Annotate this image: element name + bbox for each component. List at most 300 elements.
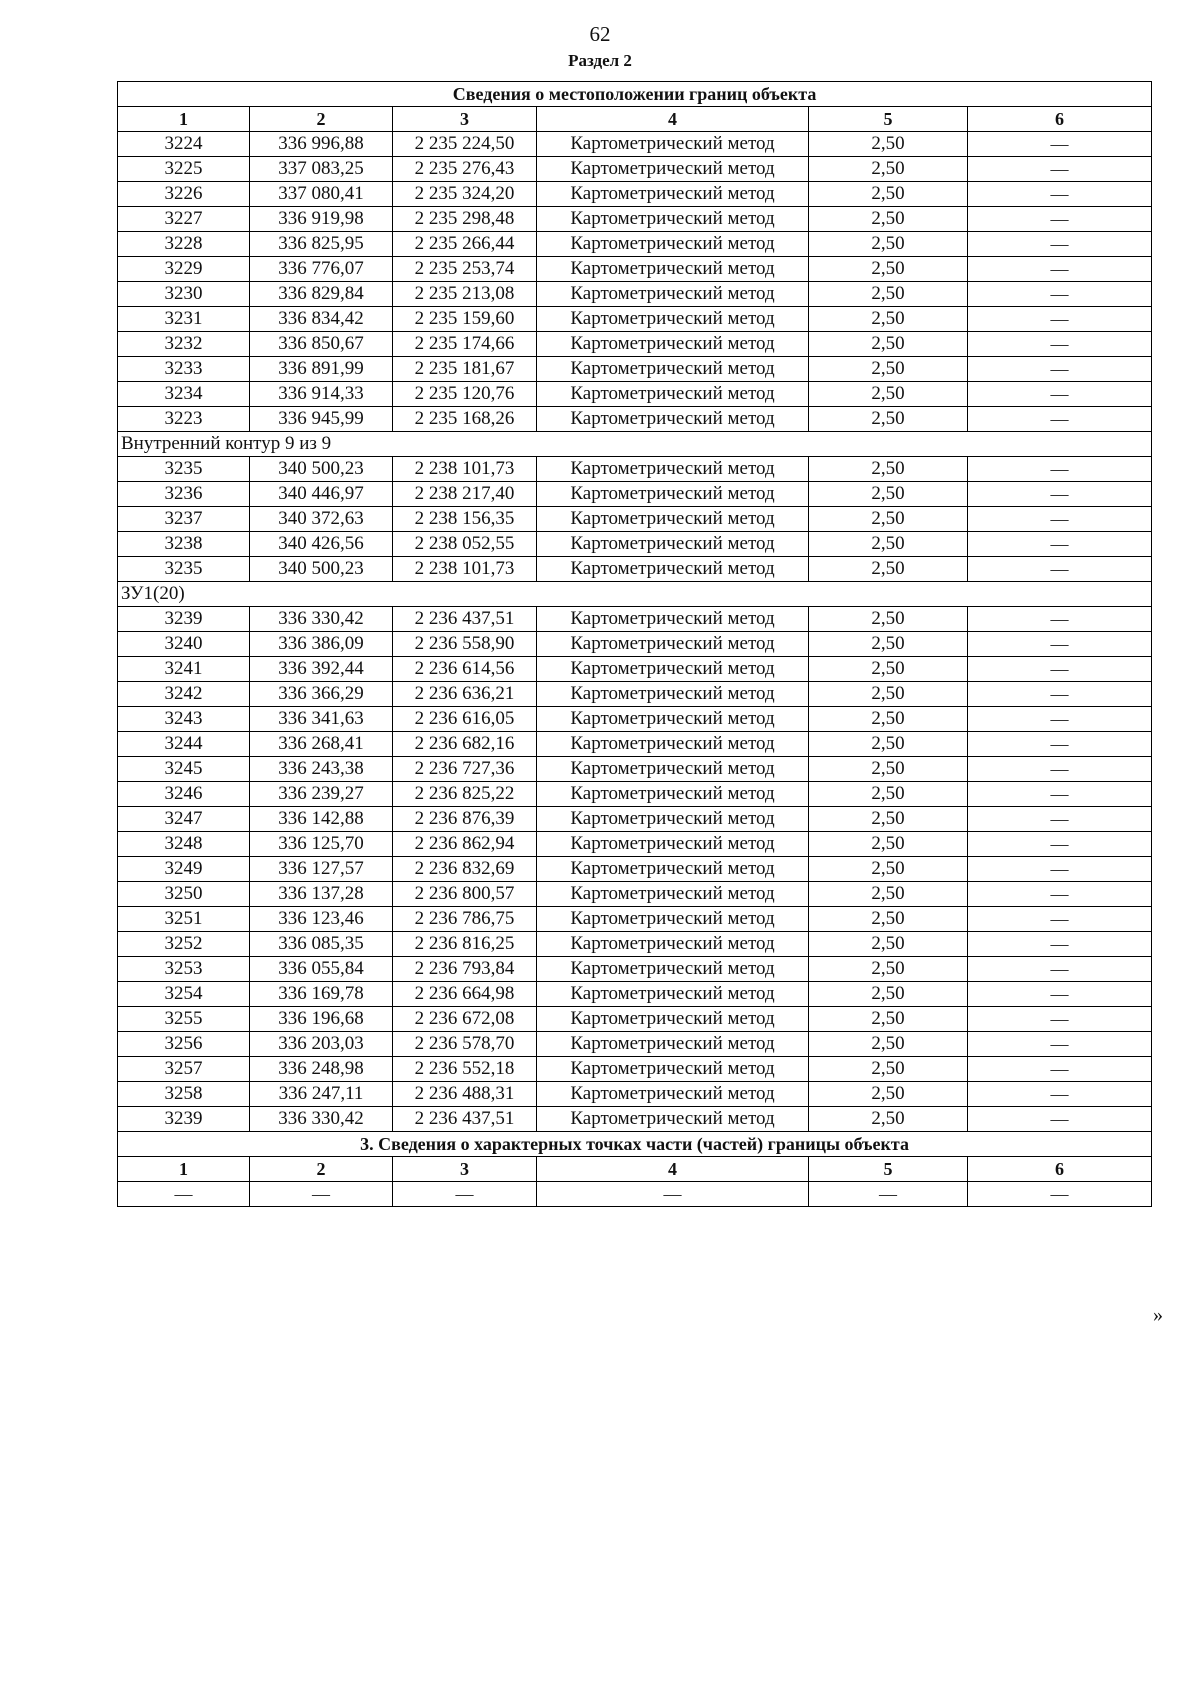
point-number-cell: 3237 (118, 507, 250, 532)
y-coordinate-cell: 2 236 727,36 (393, 757, 537, 782)
part-point-number-cell: — (118, 1182, 250, 1207)
closing-quote: » (1153, 1304, 1163, 1326)
method-cell: Картометрический метод (537, 757, 809, 782)
point-number-cell: 3256 (118, 1032, 250, 1057)
method-cell: Картометрический метод (537, 832, 809, 857)
y-coordinate-cell: 2 236 558,90 (393, 632, 537, 657)
accuracy-cell: 2,50 (809, 707, 968, 732)
x-coordinate-cell: 336 196,68 (250, 1007, 393, 1032)
x-coordinate-cell: 336 914,33 (250, 382, 393, 407)
table-row (118, 407, 1152, 432)
method-cell: Картометрический метод (537, 857, 809, 882)
boundary-table (117, 81, 1152, 1207)
accuracy-cell: 2,50 (809, 782, 968, 807)
y-coordinate-cell: 2 236 816,25 (393, 932, 537, 957)
accuracy-cell: 2,50 (809, 982, 968, 1007)
accuracy-cell: 2,50 (809, 357, 968, 382)
point-number-cell: 3240 (118, 632, 250, 657)
x-coordinate-cell: 336 248,98 (250, 1057, 393, 1082)
table-row (118, 607, 1152, 632)
description-cell: — (968, 357, 1152, 382)
contour-group-label: ЗУ1(20) (118, 582, 1152, 607)
description-cell: — (968, 982, 1152, 1007)
description-cell: — (968, 607, 1152, 632)
x-coordinate-cell: 336 825,95 (250, 232, 393, 257)
accuracy-cell: 2,50 (809, 832, 968, 857)
accuracy-cell: 2,50 (809, 282, 968, 307)
method-cell: Картометрический метод (537, 957, 809, 982)
x-coordinate-cell: 336 137,28 (250, 882, 393, 907)
description-cell: — (968, 1032, 1152, 1057)
x-coordinate-cell: 336 247,11 (250, 1082, 393, 1107)
method-cell: Картометрический метод (537, 232, 809, 257)
x-coordinate-cell: 336 341,63 (250, 707, 393, 732)
method-cell: Картометрический метод (537, 607, 809, 632)
contour-group-row (118, 582, 1152, 607)
accuracy-cell: 2,50 (809, 932, 968, 957)
method-cell: Картометрический метод (537, 357, 809, 382)
description-cell: — (968, 532, 1152, 557)
y-coordinate-cell: 2 235 266,44 (393, 232, 537, 257)
page-number: 62 (589, 22, 611, 46)
y-coordinate-cell: 2 236 664,98 (393, 982, 537, 1007)
y-coordinate-cell: 2 236 614,56 (393, 657, 537, 682)
x-coordinate-cell: 340 426,56 (250, 532, 393, 557)
point-number-cell: 3242 (118, 682, 250, 707)
x-coordinate-cell: 336 891,99 (250, 357, 393, 382)
accuracy-cell: 2,50 (809, 257, 968, 282)
description-cell: — (968, 707, 1152, 732)
column-header-3: 3 (393, 107, 537, 132)
description-cell: — (968, 632, 1152, 657)
table-row (118, 157, 1152, 182)
x-coordinate-cell: 336 085,35 (250, 932, 393, 957)
point-number-cell: 3243 (118, 707, 250, 732)
table-row (118, 782, 1152, 807)
method-cell: Картометрический метод (537, 1082, 809, 1107)
method-cell: Картометрический метод (537, 207, 809, 232)
y-coordinate-cell: 2 235 181,67 (393, 357, 537, 382)
x-coordinate-cell: 336 386,09 (250, 632, 393, 657)
y-coordinate-cell: 2 236 552,18 (393, 1057, 537, 1082)
y-coordinate-cell: 2 236 437,51 (393, 607, 537, 632)
x-coordinate-cell: 340 500,23 (250, 457, 393, 482)
y-coordinate-cell: 2 236 825,22 (393, 782, 537, 807)
accuracy-cell: 2,50 (809, 307, 968, 332)
description-cell: — (968, 1007, 1152, 1032)
description-cell: — (968, 907, 1152, 932)
accuracy-cell: 2,50 (809, 232, 968, 257)
point-number-cell: 3246 (118, 782, 250, 807)
point-number-cell: 3248 (118, 832, 250, 857)
point-number-cell: 3255 (118, 1007, 250, 1032)
point-number-cell: 3239 (118, 1107, 250, 1132)
point-number-cell: 3238 (118, 532, 250, 557)
description-cell: — (968, 857, 1152, 882)
description-cell: — (968, 557, 1152, 582)
point-number-cell: 3227 (118, 207, 250, 232)
x-coordinate-cell: 336 123,46 (250, 907, 393, 932)
table-row (118, 1107, 1152, 1132)
table-row (118, 957, 1152, 982)
column-header-2: 2 (250, 1157, 393, 1182)
table-row (118, 282, 1152, 307)
y-coordinate-cell: 2 235 168,26 (393, 407, 537, 432)
point-number-cell: 3228 (118, 232, 250, 257)
table-row (118, 357, 1152, 382)
description-cell: — (968, 232, 1152, 257)
description-cell: — (968, 282, 1152, 307)
part-section-title: 3. Сведения о характерных точках части (частей) границы объекта (118, 1132, 1152, 1157)
y-coordinate-cell: 2 235 298,48 (393, 207, 537, 232)
x-coordinate-cell: 336 366,29 (250, 682, 393, 707)
accuracy-cell: 2,50 (809, 157, 968, 182)
description-cell: — (968, 932, 1152, 957)
column-header-6: 6 (968, 1157, 1152, 1182)
point-number-cell: 3226 (118, 182, 250, 207)
x-coordinate-cell: 336 834,42 (250, 307, 393, 332)
y-coordinate-cell: 2 236 862,94 (393, 832, 537, 857)
column-header-4: 4 (537, 107, 809, 132)
part-description-cell: — (968, 1182, 1152, 1207)
point-number-cell: 3233 (118, 357, 250, 382)
method-cell: Картометрический метод (537, 732, 809, 757)
y-coordinate-cell: 2 238 217,40 (393, 482, 537, 507)
point-number-cell: 3234 (118, 382, 250, 407)
description-cell: — (968, 1057, 1152, 1082)
table-row (118, 332, 1152, 357)
table-row (118, 132, 1152, 157)
method-cell: Картометрический метод (537, 307, 809, 332)
x-coordinate-cell: 336 203,03 (250, 1032, 393, 1057)
x-coordinate-cell: 336 268,41 (250, 732, 393, 757)
method-cell: Картометрический метод (537, 632, 809, 657)
y-coordinate-cell: 2 236 672,08 (393, 1007, 537, 1032)
table-row (118, 907, 1152, 932)
description-cell: — (968, 882, 1152, 907)
x-coordinate-cell: 337 080,41 (250, 182, 393, 207)
point-number-cell: 3230 (118, 282, 250, 307)
y-coordinate-cell: 2 236 793,84 (393, 957, 537, 982)
table-row (118, 232, 1152, 257)
accuracy-cell: 2,50 (809, 457, 968, 482)
method-cell: Картометрический метод (537, 382, 809, 407)
method-cell: Картометрический метод (537, 932, 809, 957)
method-cell: Картометрический метод (537, 982, 809, 1007)
table-row (118, 807, 1152, 832)
column-header-5: 5 (809, 1157, 968, 1182)
x-coordinate-cell: 336 055,84 (250, 957, 393, 982)
x-coordinate-cell: 336 243,38 (250, 757, 393, 782)
description-cell: — (968, 157, 1152, 182)
method-cell: Картометрический метод (537, 1032, 809, 1057)
point-number-cell: 3235 (118, 457, 250, 482)
y-coordinate-cell: 2 238 156,35 (393, 507, 537, 532)
y-coordinate-cell: 2 235 276,43 (393, 157, 537, 182)
table-title-row (118, 82, 1152, 107)
column-header-4: 4 (537, 1157, 809, 1182)
point-number-cell: 3239 (118, 607, 250, 632)
point-number-cell: 3231 (118, 307, 250, 332)
table-row (118, 657, 1152, 682)
x-coordinate-cell: 336 330,42 (250, 607, 393, 632)
table-row (118, 982, 1152, 1007)
y-coordinate-cell: 2 238 101,73 (393, 557, 537, 582)
contour-group-row (118, 432, 1152, 457)
accuracy-cell: 2,50 (809, 557, 968, 582)
y-coordinate-cell: 2 236 682,16 (393, 732, 537, 757)
method-cell: Картометрический метод (537, 457, 809, 482)
table-row (118, 507, 1152, 532)
point-number-cell: 3244 (118, 732, 250, 757)
part-x-coordinate-cell: — (250, 1182, 393, 1207)
column-header-2: 2 (250, 107, 393, 132)
method-cell: Картометрический метод (537, 1007, 809, 1032)
point-number-cell: 3253 (118, 957, 250, 982)
y-coordinate-cell: 2 236 437,51 (393, 1107, 537, 1132)
y-coordinate-cell: 2 235 253,74 (393, 257, 537, 282)
method-cell: Картометрический метод (537, 907, 809, 932)
description-cell: — (968, 732, 1152, 757)
description-cell: — (968, 257, 1152, 282)
table-row (118, 732, 1152, 757)
method-cell: Картометрический метод (537, 1057, 809, 1082)
method-cell: Картометрический метод (537, 532, 809, 557)
method-cell: Картометрический метод (537, 657, 809, 682)
method-cell: Картометрический метод (537, 707, 809, 732)
accuracy-cell: 2,50 (809, 957, 968, 982)
description-cell: — (968, 782, 1152, 807)
point-number-cell: 3241 (118, 657, 250, 682)
y-coordinate-cell: 2 238 101,73 (393, 457, 537, 482)
column-header-6: 6 (968, 107, 1152, 132)
x-coordinate-cell: 340 446,97 (250, 482, 393, 507)
accuracy-cell: 2,50 (809, 607, 968, 632)
point-number-cell: 3258 (118, 1082, 250, 1107)
description-cell: — (968, 407, 1152, 432)
method-cell: Картометрический метод (537, 557, 809, 582)
y-coordinate-cell: 2 235 120,76 (393, 382, 537, 407)
y-coordinate-cell: 2 235 324,20 (393, 182, 537, 207)
description-cell: — (968, 657, 1152, 682)
accuracy-cell: 2,50 (809, 682, 968, 707)
method-cell: Картометрический метод (537, 332, 809, 357)
accuracy-cell: 2,50 (809, 732, 968, 757)
description-cell: — (968, 957, 1152, 982)
method-cell: Картометрический метод (537, 482, 809, 507)
table-row (118, 207, 1152, 232)
table-row (118, 182, 1152, 207)
point-number-cell: 3225 (118, 157, 250, 182)
accuracy-cell: 2,50 (809, 182, 968, 207)
point-number-cell: 3229 (118, 257, 250, 282)
accuracy-cell: 2,50 (809, 507, 968, 532)
accuracy-cell: 2,50 (809, 907, 968, 932)
table-row (118, 707, 1152, 732)
description-cell: — (968, 832, 1152, 857)
x-coordinate-cell: 337 083,25 (250, 157, 393, 182)
accuracy-cell: 2,50 (809, 1082, 968, 1107)
table-row (118, 382, 1152, 407)
y-coordinate-cell: 2 236 786,75 (393, 907, 537, 932)
y-coordinate-cell: 2 236 876,39 (393, 807, 537, 832)
table-row (118, 932, 1152, 957)
accuracy-cell: 2,50 (809, 1107, 968, 1132)
description-cell: — (968, 207, 1152, 232)
accuracy-cell: 2,50 (809, 757, 968, 782)
column-header-3: 3 (393, 1157, 537, 1182)
description-cell: — (968, 507, 1152, 532)
column-header-1: 1 (118, 1157, 250, 1182)
method-cell: Картометрический метод (537, 807, 809, 832)
x-coordinate-cell: 336 127,57 (250, 857, 393, 882)
table-row (118, 532, 1152, 557)
accuracy-cell: 2,50 (809, 132, 968, 157)
column-header-1: 1 (118, 107, 250, 132)
method-cell: Картометрический метод (537, 507, 809, 532)
x-coordinate-cell: 336 169,78 (250, 982, 393, 1007)
description-cell: — (968, 332, 1152, 357)
table-row (118, 307, 1152, 332)
y-coordinate-cell: 2 236 578,70 (393, 1032, 537, 1057)
method-cell: Картометрический метод (537, 682, 809, 707)
part-table-row (118, 1182, 1152, 1207)
description-cell: — (968, 1082, 1152, 1107)
table-row (118, 832, 1152, 857)
table-row (118, 632, 1152, 657)
y-coordinate-cell: 2 236 616,05 (393, 707, 537, 732)
point-number-cell: 3252 (118, 932, 250, 957)
accuracy-cell: 2,50 (809, 1007, 968, 1032)
table-row (118, 882, 1152, 907)
accuracy-cell: 2,50 (809, 332, 968, 357)
method-cell: Картометрический метод (537, 282, 809, 307)
part-section-title-row (118, 1132, 1152, 1157)
point-number-cell: 3249 (118, 857, 250, 882)
x-coordinate-cell: 336 829,84 (250, 282, 393, 307)
point-number-cell: 3223 (118, 407, 250, 432)
y-coordinate-cell: 2 235 159,60 (393, 307, 537, 332)
method-cell: Картометрический метод (537, 157, 809, 182)
method-cell: Картометрический метод (537, 407, 809, 432)
accuracy-cell: 2,50 (809, 857, 968, 882)
accuracy-cell: 2,50 (809, 482, 968, 507)
table-row (118, 757, 1152, 782)
y-coordinate-cell: 2 238 052,55 (393, 532, 537, 557)
column-header-5: 5 (809, 107, 968, 132)
accuracy-cell: 2,50 (809, 407, 968, 432)
table-row (118, 857, 1152, 882)
accuracy-cell: 2,50 (809, 807, 968, 832)
accuracy-cell: 2,50 (809, 657, 968, 682)
x-coordinate-cell: 336 142,88 (250, 807, 393, 832)
point-number-cell: 3254 (118, 982, 250, 1007)
method-cell: Картометрический метод (537, 1107, 809, 1132)
contour-group-label: Внутренний контур 9 из 9 (118, 432, 1152, 457)
method-cell: Картометрический метод (537, 182, 809, 207)
accuracy-cell: 2,50 (809, 882, 968, 907)
x-coordinate-cell: 336 125,70 (250, 832, 393, 857)
accuracy-cell: 2,50 (809, 1057, 968, 1082)
y-coordinate-cell: 2 235 213,08 (393, 282, 537, 307)
description-cell: — (968, 382, 1152, 407)
accuracy-cell: 2,50 (809, 207, 968, 232)
table-row (118, 1082, 1152, 1107)
accuracy-cell: 2,50 (809, 632, 968, 657)
x-coordinate-cell: 340 372,63 (250, 507, 393, 532)
part-y-coordinate-cell: — (393, 1182, 537, 1207)
point-number-cell: 3257 (118, 1057, 250, 1082)
x-coordinate-cell: 336 330,42 (250, 1107, 393, 1132)
point-number-cell: 3250 (118, 882, 250, 907)
method-cell: Картометрический метод (537, 782, 809, 807)
point-number-cell: 3236 (118, 482, 250, 507)
description-cell: — (968, 307, 1152, 332)
table-row (118, 1057, 1152, 1082)
point-number-cell: 3247 (118, 807, 250, 832)
y-coordinate-cell: 2 236 636,21 (393, 682, 537, 707)
table-title: Сведения о местоположении границ объекта (118, 82, 1152, 107)
description-cell: — (968, 682, 1152, 707)
description-cell: — (968, 757, 1152, 782)
point-number-cell: 3235 (118, 557, 250, 582)
boundary-table-body (118, 82, 1152, 1207)
x-coordinate-cell: 336 945,99 (250, 407, 393, 432)
accuracy-cell: 2,50 (809, 382, 968, 407)
method-cell: Картометрический метод (537, 132, 809, 157)
x-coordinate-cell: 336 850,67 (250, 332, 393, 357)
table-row (118, 482, 1152, 507)
y-coordinate-cell: 2 236 488,31 (393, 1082, 537, 1107)
accuracy-cell: 2,50 (809, 532, 968, 557)
table-row (118, 1032, 1152, 1057)
x-coordinate-cell: 340 500,23 (250, 557, 393, 582)
point-number-cell: 3251 (118, 907, 250, 932)
y-coordinate-cell: 2 236 800,57 (393, 882, 537, 907)
accuracy-cell: 2,50 (809, 1032, 968, 1057)
point-number-cell: 3232 (118, 332, 250, 357)
x-coordinate-cell: 336 239,27 (250, 782, 393, 807)
description-cell: — (968, 132, 1152, 157)
part-column-header-row (118, 1157, 1152, 1182)
x-coordinate-cell: 336 919,98 (250, 207, 393, 232)
point-number-cell: 3245 (118, 757, 250, 782)
column-header-row (118, 107, 1152, 132)
table-row (118, 557, 1152, 582)
x-coordinate-cell: 336 996,88 (250, 132, 393, 157)
part-accuracy-cell: — (809, 1182, 968, 1207)
description-cell: — (968, 482, 1152, 507)
x-coordinate-cell: 336 776,07 (250, 257, 393, 282)
table-row (118, 682, 1152, 707)
y-coordinate-cell: 2 236 832,69 (393, 857, 537, 882)
description-cell: — (968, 1107, 1152, 1132)
x-coordinate-cell: 336 392,44 (250, 657, 393, 682)
part-method-cell: — (537, 1182, 809, 1207)
method-cell: Картометрический метод (537, 257, 809, 282)
section-title: Раздел 2 (568, 51, 632, 70)
description-cell: — (968, 182, 1152, 207)
description-cell: — (968, 807, 1152, 832)
y-coordinate-cell: 2 235 174,66 (393, 332, 537, 357)
y-coordinate-cell: 2 235 224,50 (393, 132, 537, 157)
description-cell: — (968, 457, 1152, 482)
point-number-cell: 3224 (118, 132, 250, 157)
table-row (118, 1007, 1152, 1032)
table-row (118, 457, 1152, 482)
table-row (118, 257, 1152, 282)
method-cell: Картометрический метод (537, 882, 809, 907)
